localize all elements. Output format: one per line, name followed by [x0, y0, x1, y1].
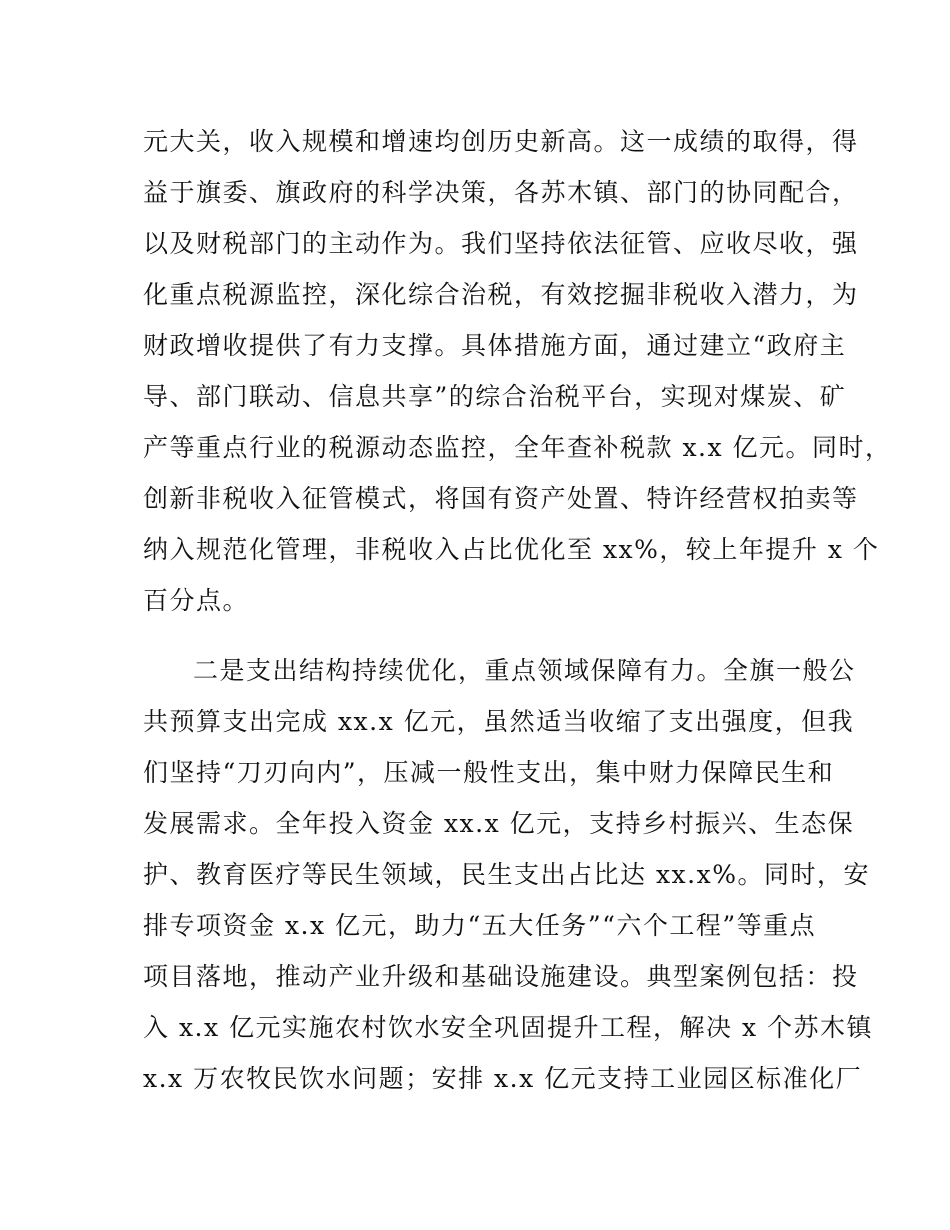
text-line: 化重点税源监控，深化综合治税，有效挖掘非税收入潜力，为 [143, 280, 859, 309]
text-line: 共预算支出完成 xx.x 亿元，虽然适当收缩了支出强度，但我 [143, 707, 855, 736]
text-line: 发展需求。全年投入资金 xx.x 亿元，支持乡村振兴、生态保 [143, 809, 855, 838]
text-line: 创新非税收入征管模式，将国有资产处置、特许经营权拍卖等 [143, 484, 859, 513]
text-line: 项目落地，推动产业升级和基础设施建设。典型案例包括：投 [143, 962, 859, 991]
text-line: x.x 万农牧民饮水问题；安排 x.x 亿元支持工业园区标准化厂 [143, 1064, 863, 1093]
text-line: 入 x.x 亿元实施农村饮水安全巩固提升工程，解决 x 个苏木镇 [143, 1013, 874, 1042]
text-line: 们坚持“刀刃向内”，压减一般性支出，集中财力保障民生和 [143, 758, 835, 787]
text-line: 排专项资金 x.x 亿元，助力“五大任务”“六个工程”等重点 [143, 911, 817, 940]
text-line: 产等重点行业的税源动态监控，全年查补税款 x.x 亿元。同时， [143, 433, 892, 462]
text-line: 财政增收提供了有力支撑。具体措施方面，通过建立“政府主 [143, 331, 847, 360]
text-line: 益于旗委、旗政府的科学决策，各苏木镇、部门的协同配合， [143, 178, 859, 207]
text-line: 护、教育医疗等民生领域，民生支出占比达 xx.x%。同时，安 [143, 860, 870, 889]
text-line: 元大关，收入规模和增速均创历史新高。这一成绩的取得，得 [143, 127, 859, 156]
text-line: 二是支出结构持续优化，重点领域保障有力。全旗一般公 [193, 656, 856, 685]
text-line: 导、部门联动、信息共享”的综合治税平台，实现对煤炭、矿 [143, 382, 847, 411]
text-line: 以及财税部门的主动作为。我们坚持依法征管、应收尽收，强 [143, 229, 859, 258]
text-line: 纳入规范化管理，非税收入占比优化至 xx%，较上年提升 x 个 [143, 535, 880, 564]
text-line: 百分点。 [143, 586, 250, 615]
